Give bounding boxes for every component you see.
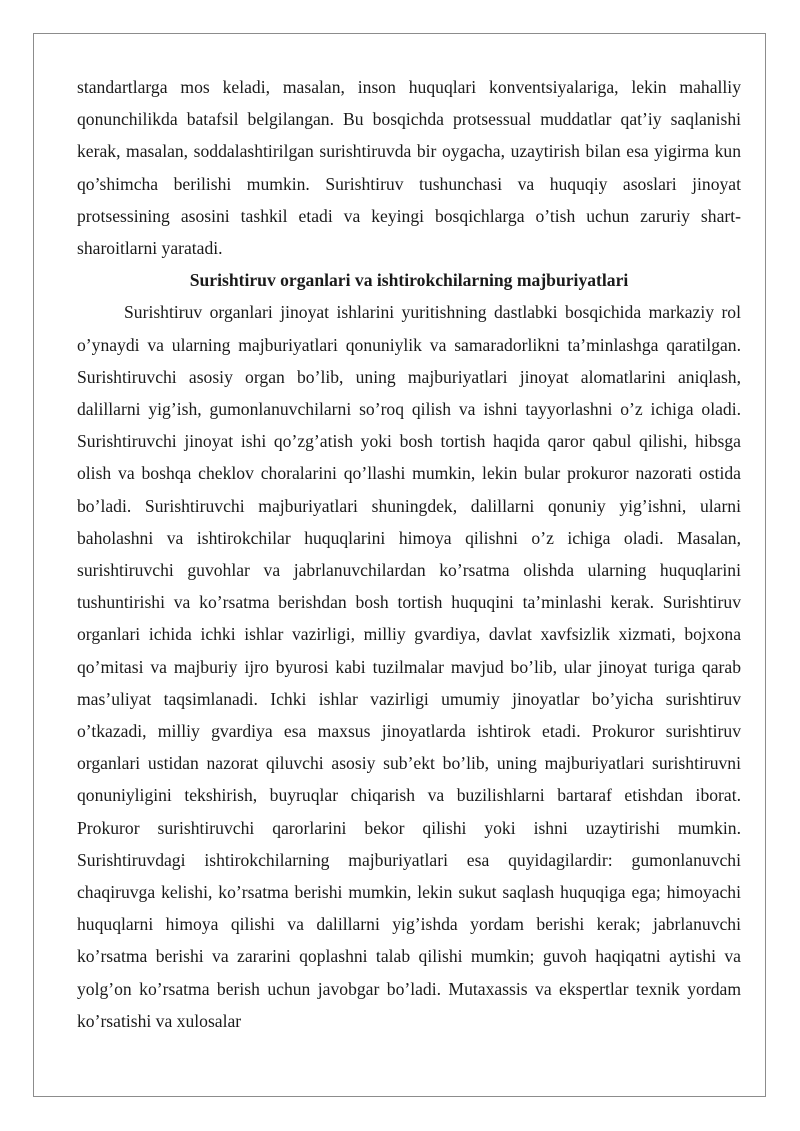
body-paragraph: Surishtiruv organlari jinoyat ishlarini yuritishning dastlabki bosqichida markaziy rol o’ynaydi va ularning majburiyatlari qonuniylik va samaradorlikni ta’minlashga qaratilgan. Surishtiruvchi asosiy organ bo’lib, uning majburiyatlari jinoyat alomatlarini aniqlash, dalillarni yig’ish, gumonlanuvchilarni so’roq qilish va ishni tayyorlashni o’z ichiga oladi. Surishtiruvchi jinoyat ishi qo’zg’atish yoki bosh tortish haqida qaror qabul qilishi, hibsga olish va boshqa cheklov choralarini qo’llashi mumkin, lekin bular prokuror nazorati ostida bo’ladi. Surishtiruvchi majburiyatlari shuningdek, dalillarni qonuniy yig’ishni, ularni baholashni va ishtirokchilar huquqlarini himoya qilishni o’z ichiga oladi. Masalan, surishtiruvchi guvohlar va jabrlanuvchilardan ko’rsatma olishda ularning huquqlarini tushuntirishi va ko’rsatma berishdan bosh tortish huquqini ta’minlashi kerak. Surishtiruv organlari ichida ichki ishlar vazirligi, milliy gvardiya, davlat xavfsizlik xizmati, bojxona qo’mitasi va majburiy ijro byurosi kabi tuzilmalar mavjud bo’lib, ular jinoyat turiga qarab mas’uliyat taqsimlanadi. Ichki ishlar vazirligi umumiy jinoyatlar bo’yicha surishtiruv o’tkazadi, milliy gvardiya esa maxsus jinoyatlarda ishtirok etadi. Prokuror surishtiruv organlari ustidan nazorat qiluvchi asosiy sub’ekt bo’lib, uning majburiyatlari surishtiruvni qonuniyligini tekshirish, buyruqlar chiqarish va buzilishlarni bartaraf etishdan iborat. Prokuror surishtiruvchi qarorlarini bekor qilishi yoki ishni uzaytirishi mumkin. Surishtiruvdagi ishtirokchilarning majburiyatlari esa quyidagilardir: gumonlanuvchi chaqiruvga kelishi, ko’rsatma berishi mumkin, lekin sukut saqlash huquqiga ega; himoyachi huquqlarni himoya qilishi va dalillarni yig’ishda yordam berishi kerak; jabrlanuvchi ko’rsatma berishi va zararini qoplashni talab qilishi mumkin; guvoh haqiqatni aytishi va yolg’on ko’rsatma berish uchun javobgar bo’ladi. Mutaxassis va ekspertlar texnik yordam ko’rsatishi va xulosalar (77, 302, 741, 1031)
section-heading: Surishtiruv organlari va ishtirokchilarning majburiyatlari (189, 270, 629, 291)
document-body (77, 71, 741, 1037)
body-paragraph-continuation: standartlarga mos keladi, masalan, inson huquqlari konventsiyalariga, lekin mahalliy qonunchilikda batafsil belgilangan. Bu bosqichda protsessual muddatlar qat’iy saqlanishi kerak, masalan, soddalashtirilgan surishtiruvda bir oygacha, uzaytirish bilan esa yigirma kun qo’shimcha berilishi mumkin. Surishtiruv tushunchasi va huquqiy asoslari jinoyat protsessining asosini tashkil etadi va keyingi bosqichlarga o’tish uchun zaruriy shart-sharoitlarni yaratadi. (77, 77, 741, 259)
